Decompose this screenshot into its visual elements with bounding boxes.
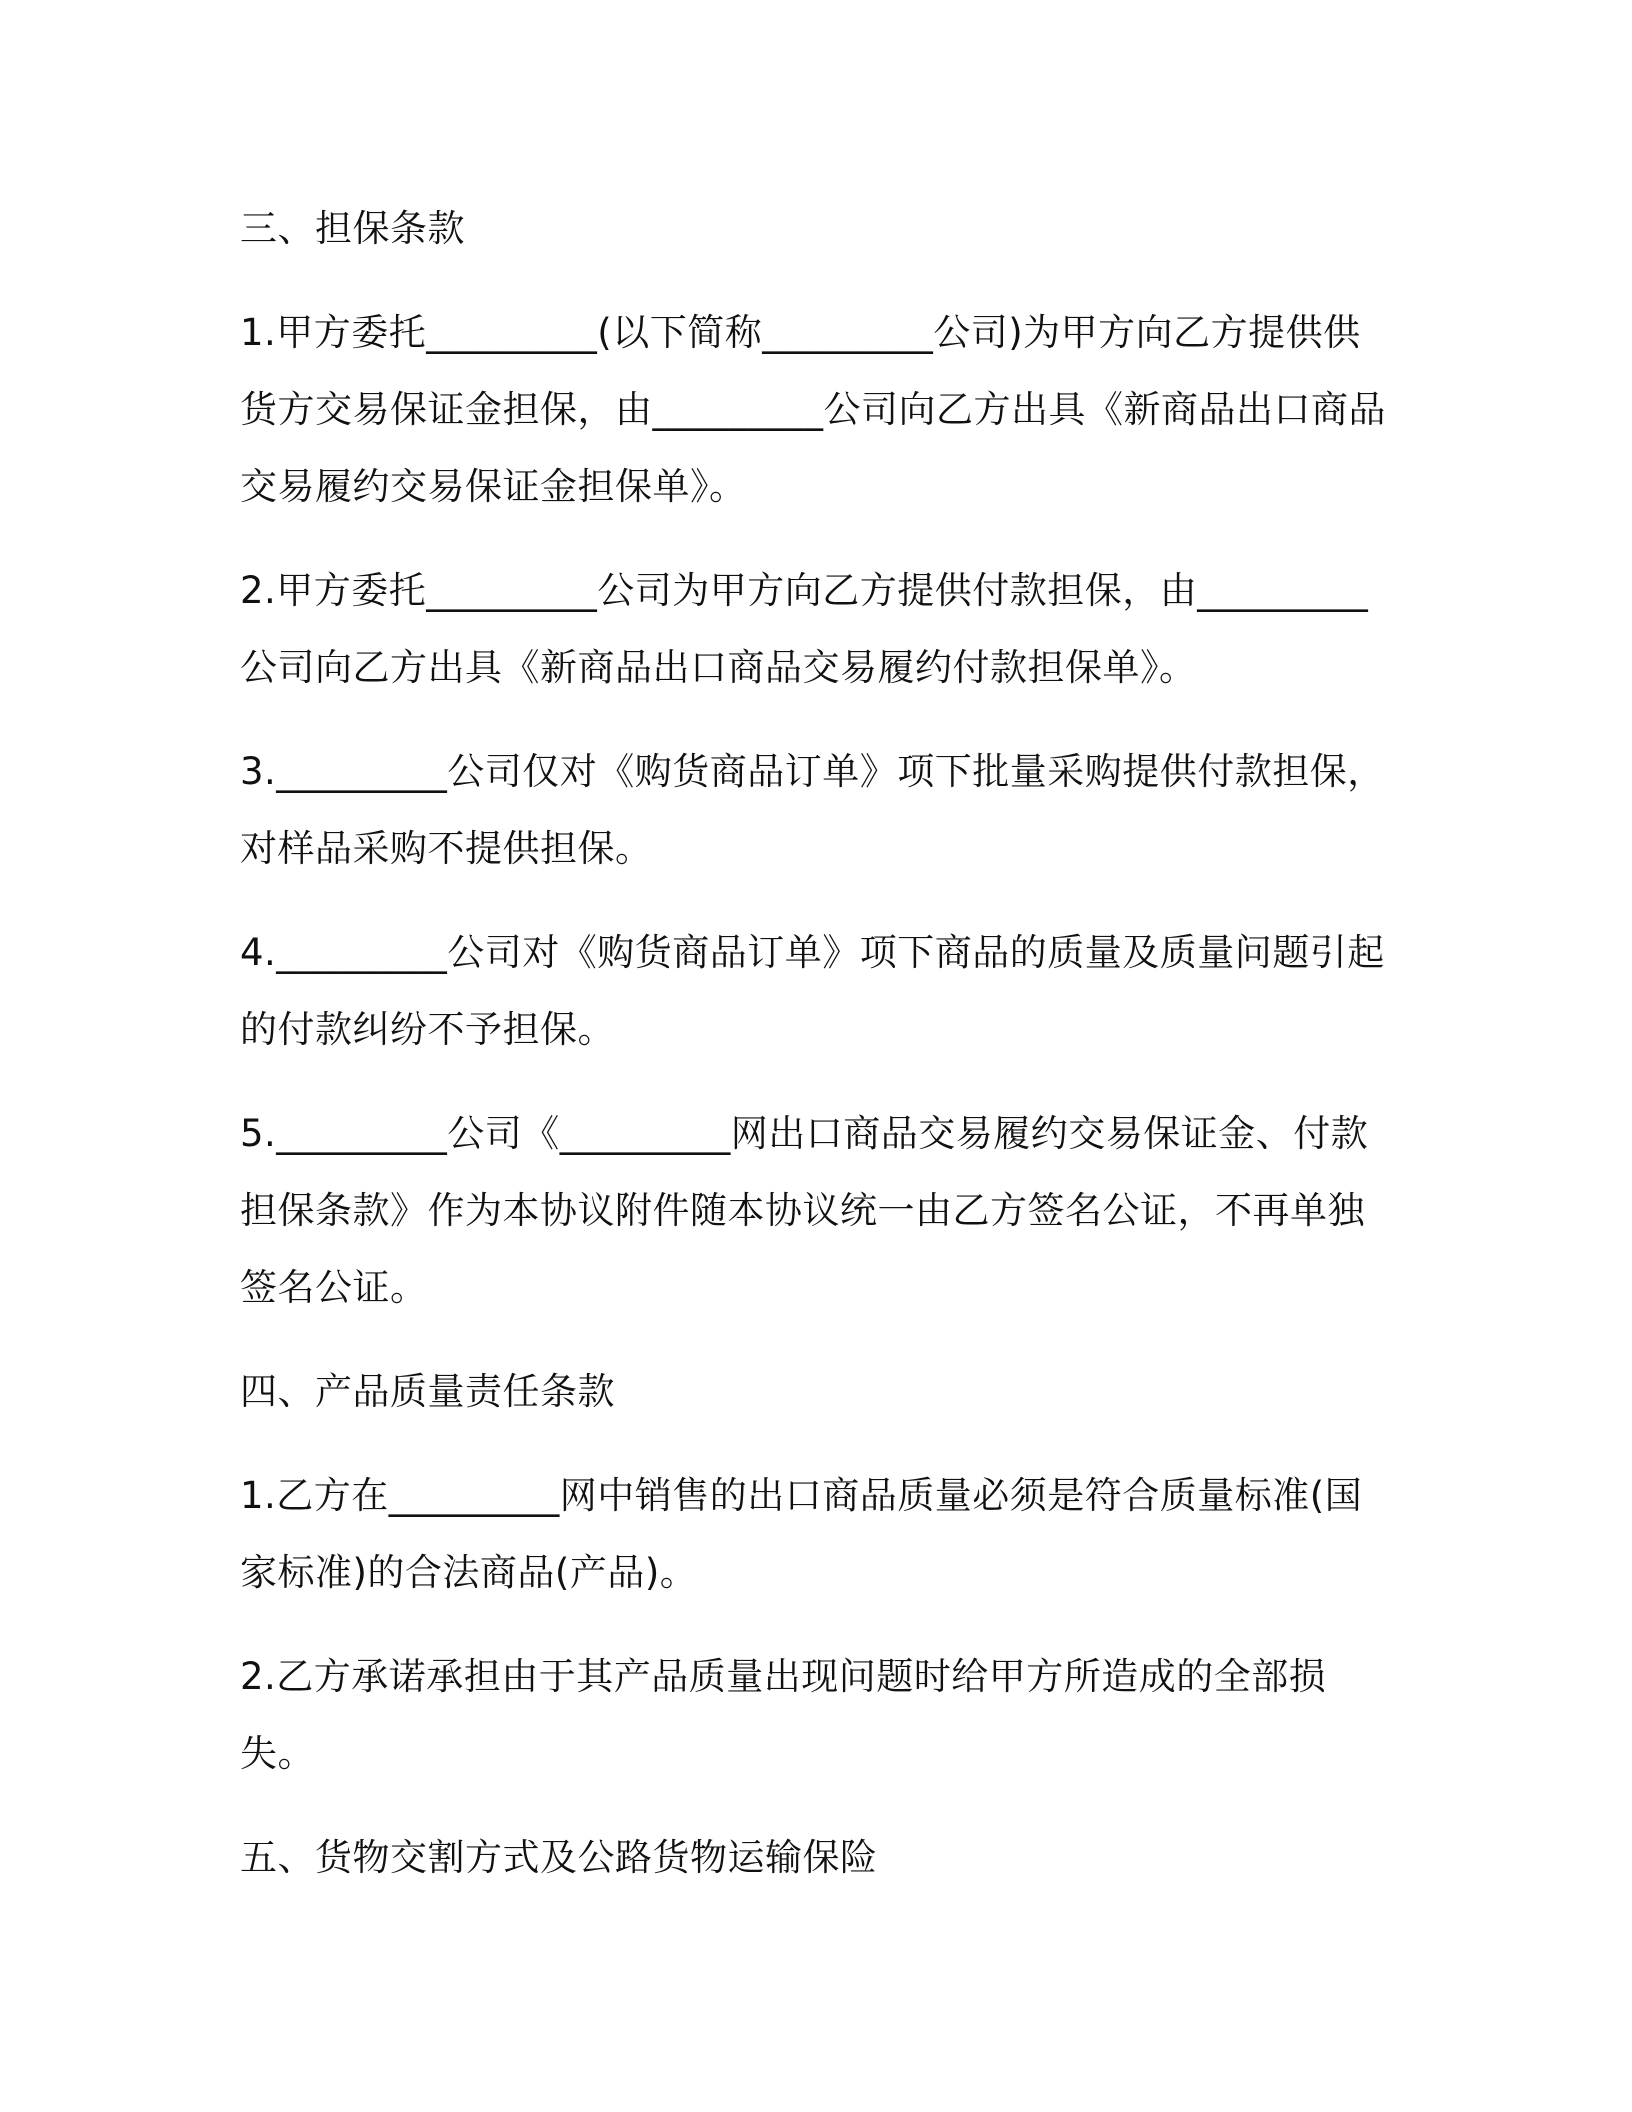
document-body [240, 190, 1390, 1923]
section-heading-quality: 四、产品质量责任条款 [240, 1370, 615, 1413]
clause-4-2: 2.乙方承诺承担由于其产品质量出现问题时给甲方所造成的全部损失。 [240, 1655, 1327, 1775]
clause-3-1: 1.甲方委托_________(以下简称_________公司)为甲方向乙方提供供货方交易保证金担保，由_________公司向乙方出具《新商品出口商品交易履约交易保证金担保单》。 [240, 311, 1386, 508]
clause-4-1: 1.乙方在_________网中销售的出口商品质量必须是符合质量标准(国家标准)的合法商品(产品)。 [240, 1474, 1363, 1594]
section-heading-delivery: 五、货物交割方式及公路货物运输保险 [240, 1836, 878, 1879]
section-heading-guarantee: 三、担保条款 [240, 207, 465, 250]
clause-3-3: 3._________公司仅对《购货商品订单》项下批量采购提供付款担保，对样品采购不提供担保。 [240, 750, 1385, 870]
clause-3-2: 2.甲方委托_________公司为甲方向乙方提供付款担保，由_________公司向乙方出具《新商品出口商品交易履约付款担保单》。 [240, 569, 1369, 689]
clause-3-4: 4._________公司对《购货商品订单》项下商品的质量及质量问题引起的付款纠纷不予担保。 [240, 931, 1385, 1051]
clause-3-5: 5._________公司《_________网出口商品交易履约交易保证金、付款担保条款》作为本协议附件随本协议统一由乙方签名公证，不再单独签名公证。 [240, 1112, 1369, 1309]
